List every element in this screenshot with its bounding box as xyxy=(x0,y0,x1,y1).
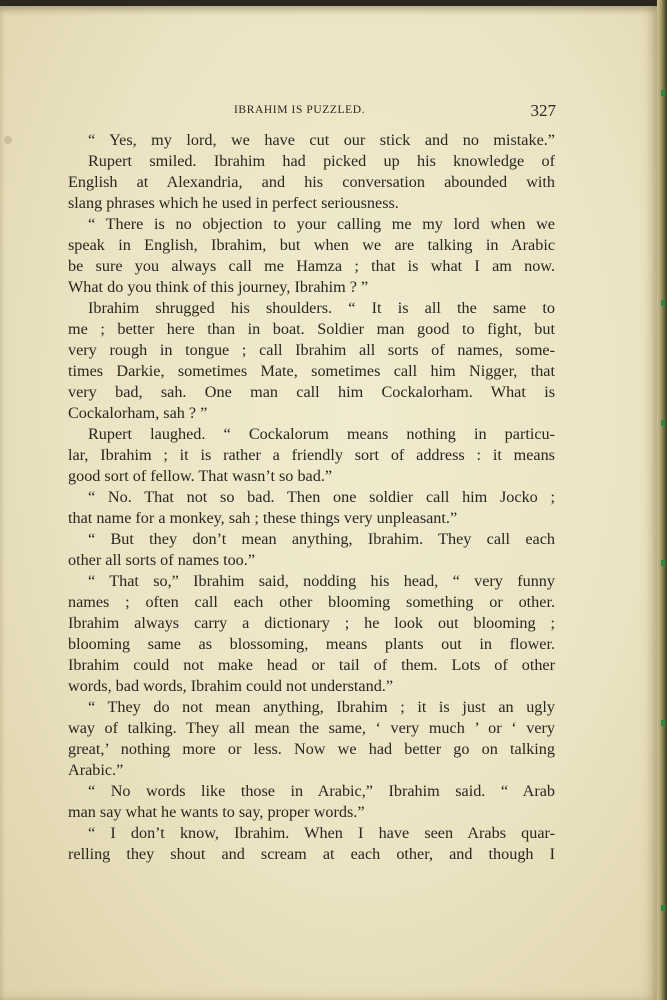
text-line: Cockalorham, sah ? ” xyxy=(68,404,208,422)
text-line: times Darkie, sometimes Mate, sometimes call him Nigger, that xyxy=(68,362,555,380)
text-line: man say what he wants to say, proper words.” xyxy=(68,803,365,821)
chapter-title: IBRAHIM IS PUZZLED. xyxy=(234,104,366,116)
text-line: “ They do not mean anything, Ibrahim ; it is just an ugly xyxy=(88,698,555,716)
text-line: “ No. That not so bad. Then one soldier call him Jocko ; xyxy=(88,488,555,506)
edge-mark xyxy=(661,300,665,306)
text-line: Ibrahim shrugged his shoulders. “ It is all the same to xyxy=(88,299,555,317)
edge-mark xyxy=(661,560,665,566)
text-line: be sure you always call me Hamza ; that is what I am now. xyxy=(68,257,555,275)
text-line: very bad, sah. One man call him Cockalorham. What is xyxy=(68,383,555,401)
edge-mark xyxy=(661,90,665,96)
text-line: “ No words like those in Arabic,” Ibrahim said. “ Arab xyxy=(88,782,555,800)
running-head xyxy=(66,101,556,123)
text-line: Rupert smiled. Ibrahim had picked up his knowledge of xyxy=(88,152,555,170)
edge-mark xyxy=(661,420,665,426)
edge-mark xyxy=(661,905,665,911)
text-line: words, bad words, Ibrahim could not understand.” xyxy=(68,677,394,695)
text-line: “ That so,” Ibrahim said, nodding his head, “ very funny xyxy=(88,572,555,590)
text-line: “ I don’t know, Ibrahim. When I have seen Arabs quar- xyxy=(88,824,555,842)
text-line: Rupert laughed. “ Cockalorum means nothing in particu- xyxy=(88,425,555,443)
text-line: English at Alexandria, and his conversation abounded with xyxy=(68,173,555,191)
text-line: “ Yes, my lord, we have cut our stick and no mistake.” xyxy=(88,131,555,149)
text-line: What do you think of this journey, Ibrahim ? ” xyxy=(68,278,369,296)
text-line: Ibrahim could not make head or tail of them. Lots of other xyxy=(68,656,555,674)
text-line: “ But they don’t mean anything, Ibrahim. They call each xyxy=(88,530,555,548)
text-line: blooming same as blossoming, means plants out in flower. xyxy=(68,635,555,653)
text-line: lar, Ibrahim ; it is rather a friendly sort of address : it means xyxy=(68,446,555,464)
body-text xyxy=(0,130,667,890)
text-line: Arabic.” xyxy=(68,761,124,779)
text-line: slang phrases which he used in perfect seriousness. xyxy=(68,194,399,212)
text-line: way of talking. They all mean the same, ‘ very much ’ or ‘ very xyxy=(68,719,555,737)
text-line: “ There is no objection to your calling me my lord when we xyxy=(88,215,555,233)
text-line: other all sorts of names too.” xyxy=(68,551,256,569)
text-line: Ibrahim always carry a dictionary ; he look out blooming ; xyxy=(68,614,555,632)
text-line: very rough in tongue ; call Ibrahim all sorts of names, some- xyxy=(68,341,555,359)
text-line: relling they shout and scream at each other, and though I xyxy=(68,845,555,863)
text-line: that name for a monkey, sah ; these things very unpleasant.” xyxy=(68,509,458,527)
page-number: 327 xyxy=(530,101,556,120)
text-line: great,’ nothing more or less. Now we had better go on talking xyxy=(68,740,555,758)
text-line: names ; often call each other blooming something or other. xyxy=(68,593,555,611)
book-page xyxy=(0,6,657,1000)
text-line: me ; better here than in boat. Soldier man good to fight, but xyxy=(68,320,555,338)
text-line: speak in English, Ibrahim, but when we are talking in Arabic xyxy=(68,236,555,254)
edge-mark xyxy=(661,720,665,726)
page-edge xyxy=(657,0,667,1000)
text-line: good sort of fellow. That wasn’t so bad.” xyxy=(68,467,333,485)
